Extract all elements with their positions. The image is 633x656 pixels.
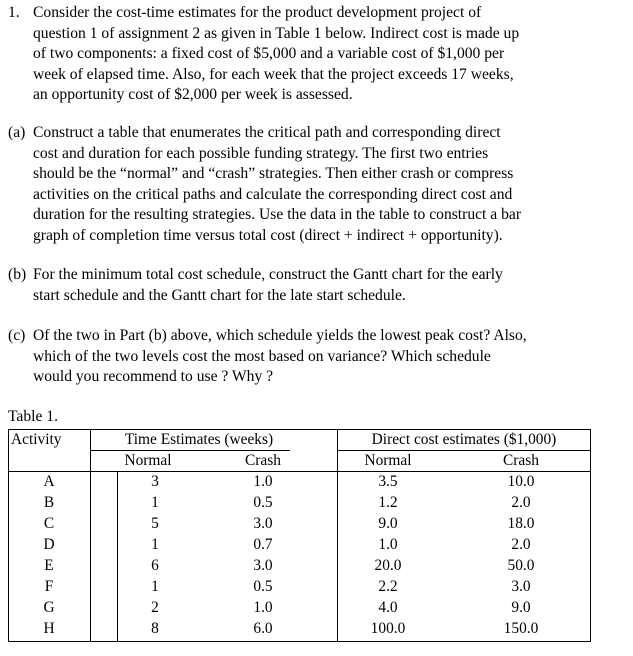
cost-normal-cell: 4.0 [378,599,398,616]
text-line: question 1 of assignment 2 as given in Table 1 below. Indirect cost is made up [33,24,520,42]
cost-normal-header: Normal [364,452,412,469]
part-a-label: (a) [8,124,26,141]
text-line: which of the two levels cost the most based on variance? Which schedule [33,347,491,365]
cost-crash-cell: 18.0 [507,515,535,532]
cost-normal-cell: 2.2 [378,578,398,595]
time-crash-header: Crash [245,452,281,469]
part-b-text [33,265,598,306]
time-normal-cell: 3 [151,473,159,490]
cost-crash-header: Crash [503,452,539,469]
activity-cell: D [43,536,55,553]
time-crash-cell: 1.0 [253,473,273,490]
text-line: graph of completion time versus total cost (direct + indirect + opportunity). [33,226,503,244]
table-caption: Table 1. [8,408,59,425]
text-line: Of the two in Part (b) above, which schedule yields the lowest peak cost? Also, [33,327,527,344]
part-a-text [33,123,598,247]
table-rule [90,429,91,642]
cost-crash-cell: 9.0 [511,599,531,616]
cost-crash-cell: 2.0 [511,494,531,511]
direct-cost-header: Direct cost estimates ($1,000) [371,431,557,448]
cost-normal-cell: 20.0 [374,557,402,574]
table-rule [8,641,591,642]
part-b [8,265,598,306]
text-line: of two components: a fixed cost of $5,000 and a variable cost of $1,000 per [33,45,505,63]
text-line: activities on the critical paths and calculate the corresponding direct cost and [33,185,513,203]
text-line: For the minimum total cost schedule, construct the Gantt chart for the early [33,266,503,283]
table-rule [590,429,591,642]
text-line: an opportunity cost of $2,000 per week is assessed. [33,86,353,104]
cost-crash-cell: 2.0 [511,536,531,553]
activity-cell: G [43,599,55,616]
cost-crash-cell: 150.0 [503,620,539,637]
time-estimates-header: Time Estimates (weeks) [124,431,274,448]
activity-header: Activity [11,431,62,448]
time-normal-cell: 1 [151,536,159,553]
time-crash-cell: 1.0 [253,599,273,616]
part-b-label: (b) [8,266,27,283]
time-normal-cell: 5 [151,515,159,532]
time-normal-cell: 6 [151,557,159,574]
table-rule [337,429,338,642]
cost-crash-cell: 10.0 [507,473,535,490]
text-line: cost and duration for each possible funding strategy. The first two entries [33,144,489,162]
text-line: duration for the resulting strategies. Use the data in the table to construct a bar [33,206,522,224]
time-normal-cell: 1 [151,494,159,511]
activity-cell: H [43,620,55,637]
text-line: would you recommend to use ? Why ? [33,368,274,386]
cost-normal-cell: 100.0 [370,620,406,637]
time-crash-cell: 6.0 [253,620,273,637]
cost-normal-cell: 1.0 [378,536,398,553]
time-crash-cell: 0.5 [253,494,273,511]
text-line: Construct a table that enumerates the critical path and corresponding direct [33,124,501,141]
time-normal-cell: 1 [151,578,159,595]
part-c [8,326,598,388]
cost-normal-cell: 3.5 [378,473,398,490]
part-a [8,123,598,247]
activity-cell: F [44,578,54,595]
question-1 [8,3,598,106]
time-crash-cell: 0.5 [253,578,273,595]
cost-normal-cell: 9.0 [378,515,398,532]
activity-cell: B [43,494,55,511]
time-crash-cell: 3.0 [253,557,273,574]
cost-normal-cell: 1.2 [378,494,398,511]
activity-cell: A [43,473,55,490]
cost-time-table [8,429,591,642]
activity-cell: C [43,515,55,532]
question-text [33,3,598,106]
text-line: week of elapsed time. Also, for each week that the project exceeds 17 weeks, [33,65,514,83]
time-normal-cell: 2 [151,599,159,616]
cost-crash-cell: 50.0 [507,557,535,574]
text-line: Consider the cost-time estimates for the product development project of [33,4,482,21]
text-line: start schedule and the Gantt chart for the late start schedule. [33,286,406,304]
part-c-text [33,326,598,388]
part-c-label: (c) [8,327,26,344]
question-number: 1. [8,4,20,21]
cost-crash-cell: 3.0 [511,578,531,595]
time-normal-header: Normal [124,452,172,469]
text-line: should be the “normal” and “crash” strategies. Then either crash or compress [33,165,514,183]
time-crash-cell: 0.7 [253,536,273,553]
activity-cell: E [44,557,54,574]
time-normal-cell: 8 [151,620,159,637]
time-crash-cell: 3.0 [253,515,273,532]
